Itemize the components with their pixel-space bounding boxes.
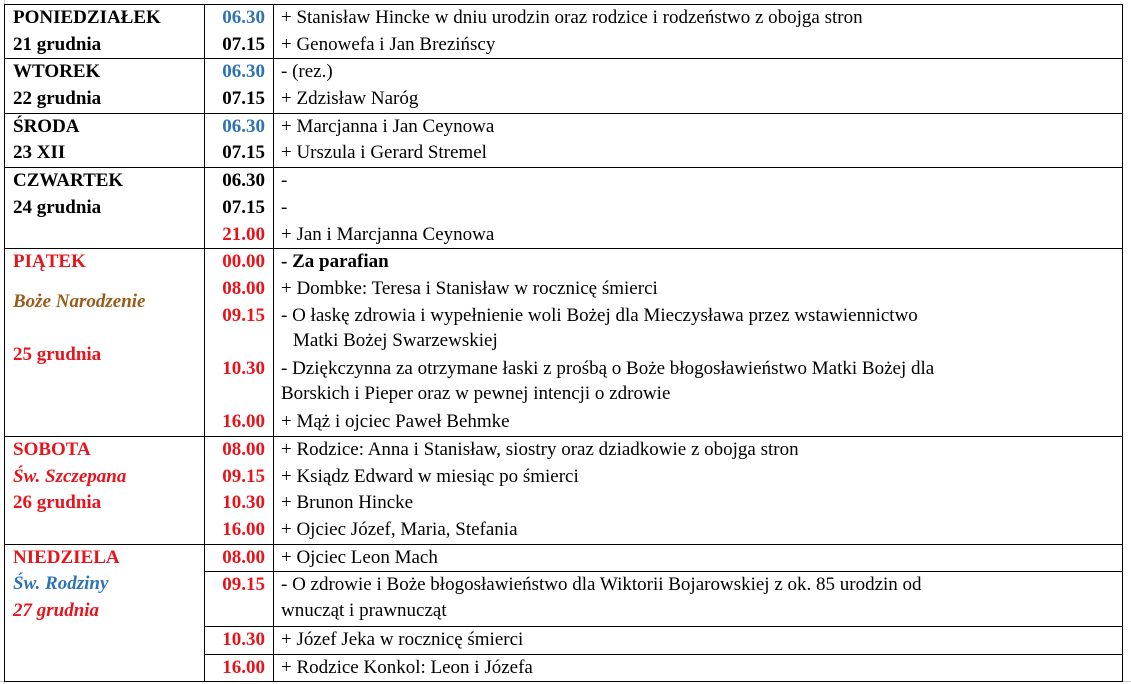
mass-time: 10.30	[205, 627, 273, 655]
mass-time: 09.15	[222, 304, 265, 326]
mass-time: 16.00	[222, 411, 265, 433]
mass-intention: + Genowefa i Jan Brezińscy	[281, 33, 496, 55]
mass-intention: + Dombke: Teresa i Stanisław w rocznicę śmierci	[281, 277, 658, 299]
mass-time: 06.30	[222, 115, 265, 137]
mass-time: 09.15	[222, 465, 265, 487]
mass-intention: + Urszula i Gerard Stremel	[281, 142, 487, 164]
times-cell	[205, 544, 274, 681]
mass-time: 07.15	[222, 33, 265, 55]
intention-line-continued: Matki Bożej Swarzewskiej	[293, 330, 498, 352]
day-date: 24 grudnia	[13, 196, 102, 218]
day-date: 26 grudnia	[13, 492, 102, 514]
mass-time: 09.15	[205, 572, 273, 626]
intention-line-continued: Borskich i Pieper oraz w pewnej intencji o zdrowie	[281, 383, 671, 405]
times-cell	[205, 249, 274, 437]
mass-intention: + Stanisław Hincke w dniu urodzin oraz rodzice i rodzeństwo z obojga stron	[281, 7, 863, 28]
intentions-cell	[274, 249, 1123, 437]
intentions-cell	[274, 437, 1123, 545]
day-name: PIĄTEK	[13, 251, 86, 273]
mass-time: 16.00	[222, 519, 265, 541]
spacer	[13, 329, 204, 342]
intention-line: - Dziękczynna za otrzymane łaski z prośbą o Boże błogosławieństwo Matki Bożej dla	[281, 357, 935, 379]
mass-intention: + Marcjanna i Jan Ceynowa	[281, 115, 495, 137]
day-name: CZWARTEK	[13, 170, 124, 192]
day-cell	[5, 168, 205, 249]
mass-intention: -	[281, 196, 288, 218]
mass-time: 16.00	[222, 656, 265, 678]
day-row-sunday	[5, 544, 1123, 681]
day-cell	[5, 544, 205, 681]
mass-time: 10.30	[222, 357, 265, 379]
mass-intention: - (rez.)	[281, 61, 333, 83]
mass-intention: + Jan i Marcjanna Ceynowa	[281, 223, 495, 245]
mass-time: 06.30	[222, 170, 265, 192]
mass-intention: -	[281, 170, 288, 192]
day-cell	[5, 5, 205, 59]
day-name: SOBOTA	[13, 439, 91, 461]
day-row-monday	[5, 5, 1123, 59]
mass-intention	[274, 303, 1122, 356]
feast-name: Św. Rodziny	[13, 573, 109, 595]
mass-intention: + Ojciec Józef, Maria, Stefania	[281, 519, 518, 541]
times-cell	[205, 168, 274, 249]
day-row-saturday	[5, 437, 1123, 545]
spacer	[13, 276, 204, 289]
mass-intention	[274, 356, 1122, 409]
mass-time: 06.30	[222, 7, 265, 28]
mass-intention: + Józef Jeka w rocznicę śmierci	[274, 627, 1122, 655]
mass-time: 06.30	[222, 61, 265, 83]
day-row-tuesday	[5, 59, 1123, 113]
mass-time: 07.15	[222, 196, 265, 218]
intention-line: - O zdrowie i Boże błogosławieństwo dla Wiktorii Bojarowskiej z ok. 85 urodzin od	[281, 574, 922, 596]
day-cell	[5, 437, 205, 545]
mass-intention: + Zdzisław Naróg	[281, 88, 419, 110]
day-cell	[5, 113, 205, 167]
day-name: ŚRODA	[13, 115, 80, 137]
intentions-cell	[274, 59, 1123, 113]
mass-time: 00.00	[222, 251, 265, 273]
day-date: 25 grudnia	[13, 343, 102, 365]
mass-intention: + Mąż i ojciec Paweł Behmke	[281, 411, 510, 433]
intention-line: - O łaskę zdrowia i wypełnienie woli Bożej dla Mieczysława przez wstawiennictwo	[281, 304, 918, 326]
feast-name: Boże Narodzenie	[13, 290, 146, 312]
day-date: 22 grudnia	[13, 88, 102, 110]
intentions-cell	[274, 5, 1123, 59]
times-cell	[205, 437, 274, 545]
feast-name: Św. Szczepana	[13, 465, 127, 487]
day-row-thursday	[5, 168, 1123, 249]
times-cell	[205, 5, 274, 59]
day-name: NIEDZIELA	[13, 546, 120, 568]
spacer	[13, 316, 204, 329]
intention-line-continued: wnucząt i prawnucząt	[281, 599, 447, 621]
intentions-cell	[274, 544, 1123, 681]
mass-intention: + Brunon Hincke	[281, 492, 414, 514]
mass-intention: + Rodzice Konkol: Leon i Józefa	[281, 656, 533, 678]
mass-time: 07.15	[222, 142, 265, 164]
day-date: 23 XII	[13, 142, 66, 164]
day-name: PONIEDZIAŁEK	[13, 7, 161, 28]
mass-intention	[274, 572, 1122, 626]
mass-time: 21.00	[222, 223, 265, 245]
mass-time: 10.30	[222, 492, 265, 514]
intentions-cell	[274, 113, 1123, 167]
mass-schedule-table	[4, 4, 1123, 682]
mass-intention: + Rodzice: Anna i Stanisław, siostry oraz dziadkowie z obojga stron	[281, 439, 799, 461]
day-row-friday	[5, 249, 1123, 437]
day-cell	[5, 249, 205, 437]
day-row-wednesday	[5, 113, 1123, 167]
mass-time: 08.00	[205, 545, 273, 573]
day-name: WTOREK	[13, 61, 101, 83]
mass-time: 08.00	[222, 277, 265, 299]
intentions-cell	[274, 168, 1123, 249]
day-date: 27 grudnia	[13, 600, 100, 622]
day-date: 21 grudnia	[13, 33, 102, 55]
mass-intention: + Ojciec Leon Mach	[274, 545, 1122, 573]
mass-intention: - Za parafian	[281, 251, 389, 273]
times-cell	[205, 59, 274, 113]
times-cell	[205, 113, 274, 167]
mass-time: 07.15	[222, 88, 265, 110]
mass-intention: + Ksiądz Edward w miesiąc po śmierci	[281, 465, 579, 487]
mass-time: 08.00	[222, 439, 265, 461]
day-cell	[5, 59, 205, 113]
